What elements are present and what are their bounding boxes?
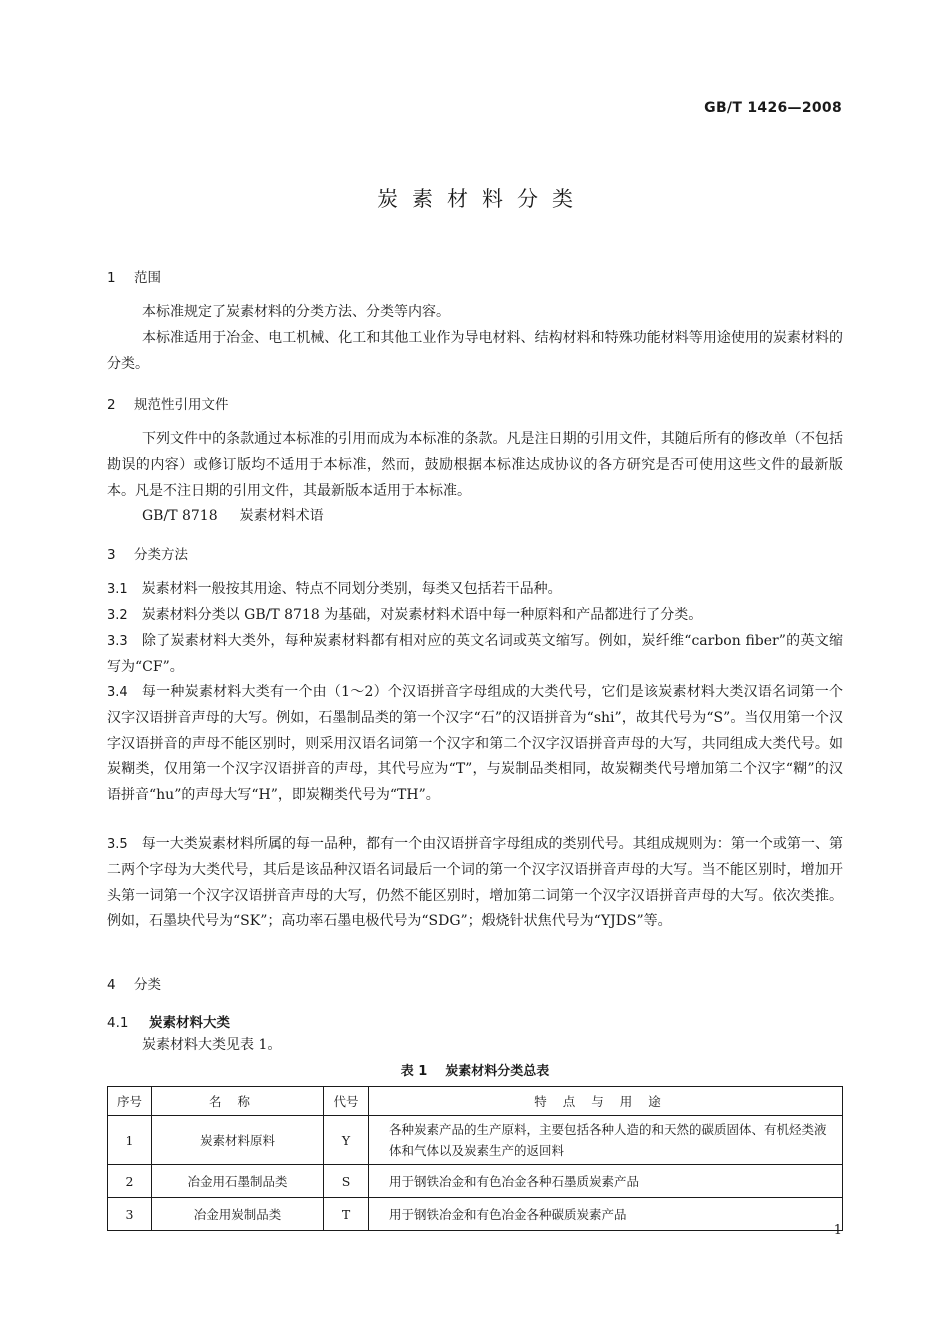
- table-row: [108, 1116, 843, 1165]
- table-number: 表 1: [400, 1064, 428, 1079]
- header-features-uses: 特点与用途: [369, 1087, 843, 1116]
- clause-3-5: [107, 832, 843, 935]
- section-1-paragraph-1: 本标准规定了炭素材料的分类方法、分类等内容。: [142, 304, 450, 320]
- subsection-title: 炭素材料大类: [149, 1015, 230, 1031]
- reference-title: 炭素材料术语: [239, 508, 324, 524]
- cell-name: 冶金用石墨制品类: [152, 1165, 324, 1198]
- section-number: 1: [107, 270, 116, 286]
- section-number: 4: [107, 977, 116, 993]
- clause-number: 3.1: [107, 582, 128, 597]
- section-4-heading: [107, 973, 161, 993]
- table-header-row: [108, 1087, 843, 1116]
- clause-number: 3.5: [107, 837, 128, 852]
- cell-serial: 3: [108, 1198, 152, 1231]
- normative-reference: [142, 506, 324, 526]
- header-code: 代号: [324, 1087, 369, 1116]
- clause-text: 炭素材料分类以 GB/T 8718 为基础，对炭素材料术语中每一种原料和产品都进行了分类。: [141, 607, 703, 623]
- section-title: 分类方法: [134, 547, 188, 563]
- table-title: 炭素材料分类总表: [445, 1064, 550, 1079]
- clause-text: 除了炭素材料大类外，每种炭素材料都有相对应的英文名词或英文缩写。例如，炭纤维“carbon fiber”的英文缩写为“CF”。: [107, 633, 843, 675]
- section-number: 3: [107, 547, 116, 563]
- section-1-paragraph-2: 本标准适用于冶金、电工机械、化工和其他工业作为导电材料、结构材料和特殊功能材料等用途使用的炭素材料的分类。: [107, 330, 843, 372]
- table-row: [108, 1165, 843, 1198]
- header-name: 名称: [152, 1087, 324, 1116]
- cell-code: Y: [324, 1116, 369, 1165]
- section-1-heading: [107, 266, 161, 286]
- clause-text: 每一大类炭素材料所属的每一品种，都有一个由汉语拼音字母组成的类别代号。其组成规则为：第一个或第一、第二两个字母为大类代号，其后是该品种汉语名词最后一个词的第一个汉字汉语拼音声母的大写。当不能区别时，增加开头第一词第一个汉字汉语拼音声母的大写，仍然不能区别时，增加第二词第一个汉字汉语拼音声母的大写。依次类推。例如，石墨块代号为“SK”；高功率石墨电极代号为“SDG”；煅烧针状焦代号为“YJDS”等。: [107, 836, 843, 930]
- clause-3-2: [107, 603, 843, 629]
- section-title: 范围: [134, 270, 161, 286]
- section-2-paragraph-1: 下列文件中的条款通过本标准的引用而成为本标准的条款。凡是注日期的引用文件，其随后所有的修改单（不包括勘误的内容）或修订版均不适用于本标准，然而，鼓励根据本标准达成协议的各方研究是否可使用这些文件的最新版本。凡是不注日期的引用文件，其最新版本适用于本标准。: [107, 431, 843, 499]
- clause-3-1: [107, 577, 843, 603]
- classification-table: [107, 1086, 843, 1231]
- cell-use: 用于钢铁冶金和有色冶金各种石墨质炭素产品: [369, 1165, 843, 1198]
- header-serial: 序号: [108, 1087, 152, 1116]
- subsection-4-1-text: 炭素材料大类见表 1。: [142, 1037, 282, 1053]
- clause-number: 3.2: [107, 608, 128, 623]
- document-title: 炭素材料分类: [377, 187, 587, 211]
- cell-use: 各种炭素产品的生产原料，主要包括各种人造的和天然的碳质固体、有机烃类液体和气体以及炭素生产的返回料: [369, 1116, 843, 1165]
- page-number: 1: [833, 1223, 842, 1238]
- cell-name: 炭素材料原料: [152, 1116, 324, 1165]
- clause-3-4: [107, 680, 843, 809]
- table-caption: [0, 1060, 950, 1079]
- cell-serial: 1: [108, 1116, 152, 1165]
- clause-text: 炭素材料一般按其用途、特点不同划分类别，每类又包括若干品种。: [141, 581, 562, 597]
- section-3-heading: [107, 543, 188, 563]
- clause-text: 每一种炭素材料大类有一个由（1～2）个汉语拼音字母组成的大类代号，它们是该炭素材料大类汉语名词第一个汉字汉语拼音声母的大写。例如，石墨制品类的第一个汉字“石”的汉语拼音为“shi”，故其代号为“S”。当仅用第一个汉字汉语拼音的声母不能区别时，则采用汉语名词第一个汉字和第二个汉字汉语拼音声母的大写，共同组成大类代号。如炭糊类，仅用第一个汉字汉语拼音的声母，其代号应为“T”，与炭制品类相同，故炭糊类代号增加第二个汉字“糊”的汉语拼音“hu”的声母大写“H”，即炭糊类代号为“TH”。: [107, 684, 843, 804]
- section-title: 分类: [134, 977, 161, 993]
- section-number: 2: [107, 397, 116, 413]
- clause-3-3: [107, 629, 843, 681]
- cell-code: S: [324, 1165, 369, 1198]
- reference-code: GB/T 8718: [142, 508, 218, 524]
- clause-number: 3.3: [107, 634, 128, 649]
- table-row: [108, 1198, 843, 1231]
- section-2-heading: [107, 393, 229, 413]
- cell-serial: 2: [108, 1165, 152, 1198]
- standard-code: GB/T 1426—2008: [704, 100, 842, 116]
- cell-name: 冶金用炭制品类: [152, 1198, 324, 1231]
- cell-code: T: [324, 1198, 369, 1231]
- clause-number: 3.4: [107, 685, 128, 700]
- section-title: 规范性引用文件: [134, 397, 229, 413]
- cell-use: 用于钢铁冶金和有色冶金各种碳质炭素产品: [369, 1198, 843, 1231]
- subsection-number: 4.1: [107, 1015, 129, 1031]
- subsection-4-1-heading: [107, 1011, 230, 1031]
